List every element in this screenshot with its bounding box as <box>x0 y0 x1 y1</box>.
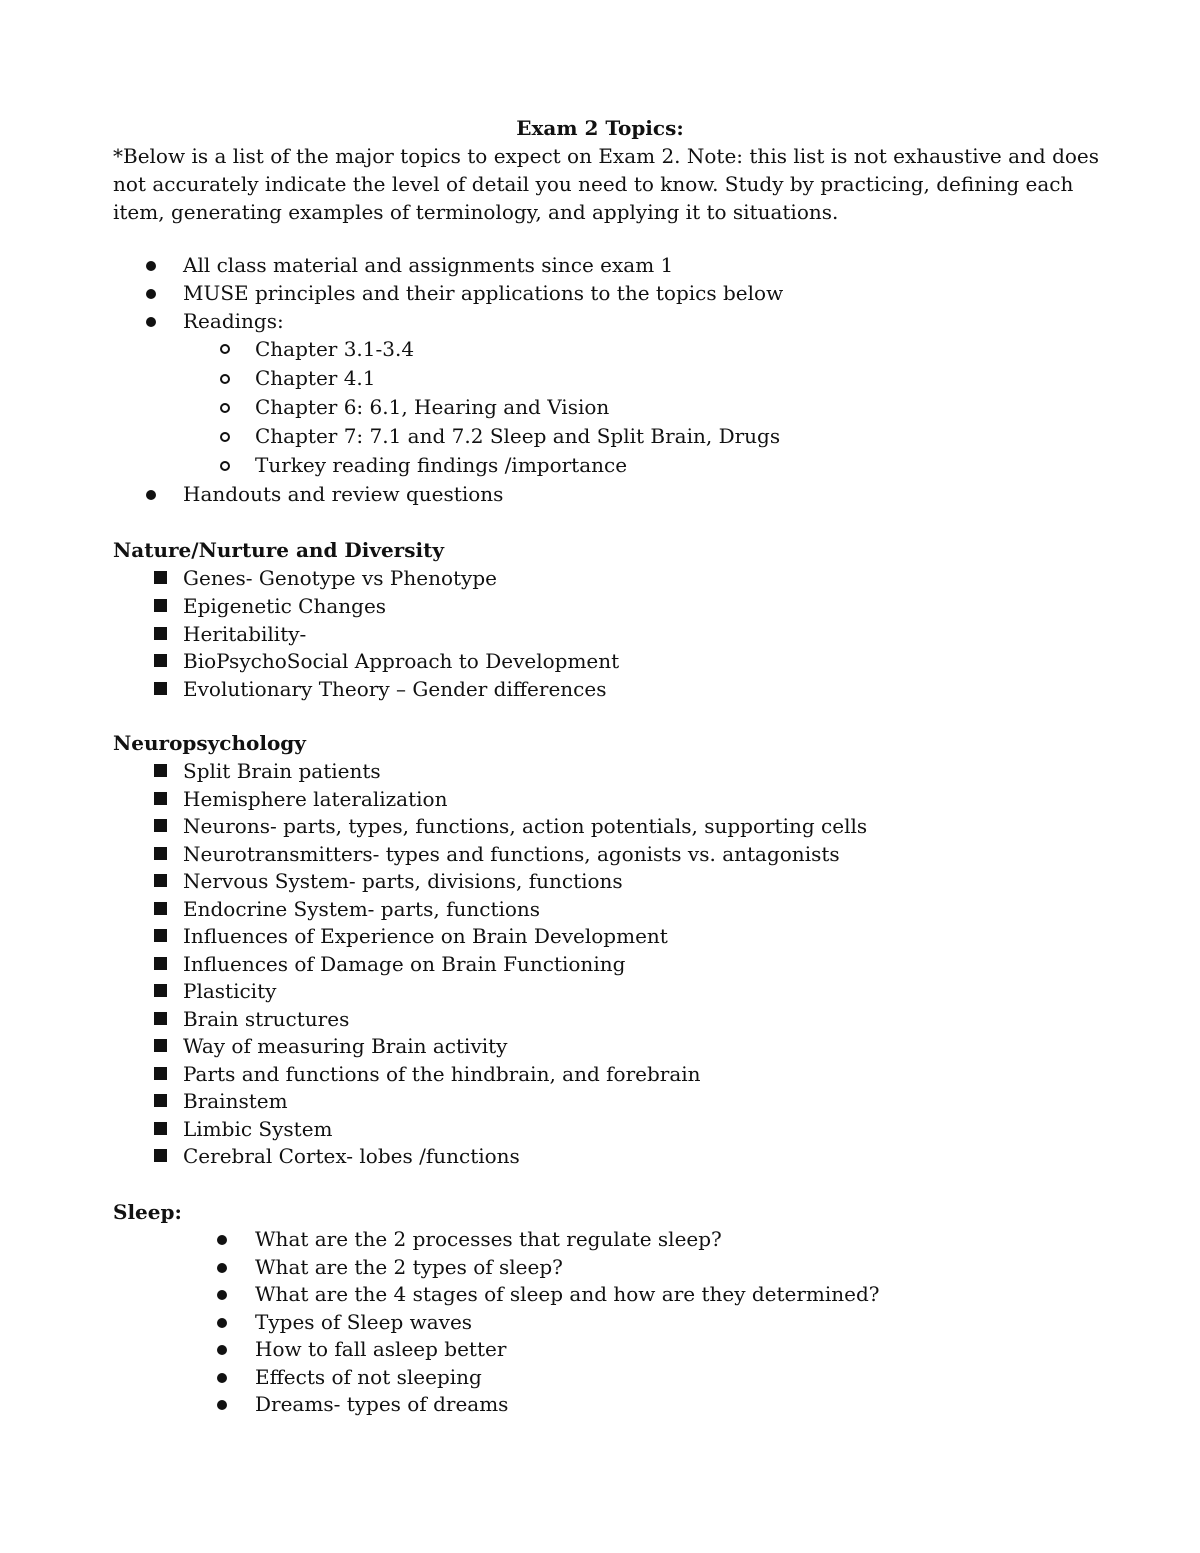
list-item: Readings: <box>183 309 284 333</box>
bullet-square-icon <box>154 929 167 942</box>
list-item: Plasticity <box>183 979 277 1003</box>
bullet-square-icon <box>154 764 167 777</box>
list-item: MUSE principles and their applications to the topics below <box>183 281 784 305</box>
intro-paragraph <box>113 142 1113 226</box>
bullet-square-icon <box>154 874 167 887</box>
bullet-square-icon <box>154 1012 167 1025</box>
reading-item: Turkey reading findings /importance <box>255 453 628 477</box>
list-item: Evolutionary Theory – Gender differences <box>183 677 607 701</box>
list-item: Types of Sleep waves <box>255 1310 473 1334</box>
bullet-ring-icon <box>220 344 230 354</box>
bullet-dot-icon <box>146 490 156 500</box>
bullet-dot-icon <box>217 1235 227 1245</box>
bullet-square-icon <box>154 1094 167 1107</box>
bullet-square-icon <box>154 571 167 584</box>
bullet-ring-icon <box>220 403 230 413</box>
list-item: What are the 2 types of sleep? <box>255 1255 563 1279</box>
bullet-square-icon <box>154 957 167 970</box>
intro-line: *Below is a list of the major topics to expect on Exam 2. Note: this list is not exhaustive and does <box>113 144 1100 168</box>
bullet-dot-icon <box>146 289 156 299</box>
list-item: Nervous System- parts, divisions, functions <box>183 869 623 893</box>
list-item: Genes- Genotype vs Phenotype <box>183 566 497 590</box>
bullet-square-icon <box>154 902 167 915</box>
list-item: Way of measuring Brain activity <box>183 1034 508 1058</box>
bullet-ring-icon <box>220 374 230 384</box>
list-item: All class material and assignments since exam 1 <box>183 253 674 277</box>
list-item: Influences of Damage on Brain Functioning <box>183 952 626 976</box>
list-item: Brainstem <box>183 1089 288 1113</box>
bullet-square-icon <box>154 819 167 832</box>
reading-item: Chapter 4.1 <box>255 366 376 390</box>
intro-line: not accurately indicate the level of detail you need to know. Study by practicing, defining each <box>113 172 1074 196</box>
list-item: What are the 4 stages of sleep and how are they determined? <box>255 1282 880 1306</box>
bullet-dot-icon <box>146 317 156 327</box>
bullet-square-icon <box>154 1122 167 1135</box>
list-item: Brain structures <box>183 1007 350 1031</box>
bullet-ring-icon <box>220 461 230 471</box>
bullet-square-icon <box>154 847 167 860</box>
list-item: Effects of not sleeping <box>255 1365 482 1389</box>
bullet-ring-icon <box>220 432 230 442</box>
list-item: Neurons- parts, types, functions, action potentials, supporting cells <box>183 814 868 838</box>
bullet-dot-icon <box>217 1290 227 1300</box>
bullet-dot-icon <box>217 1345 227 1355</box>
bullet-square-icon <box>154 627 167 640</box>
reading-item: Chapter 6: 6.1, Hearing and Vision <box>255 395 610 419</box>
list-item: Cerebral Cortex- lobes /functions <box>183 1144 520 1168</box>
bullet-square-icon <box>154 984 167 997</box>
bullet-square-icon <box>154 599 167 612</box>
bullet-dot-icon <box>217 1263 227 1273</box>
list-item: Endocrine System- parts, functions <box>183 897 541 921</box>
bullet-dot-icon <box>217 1318 227 1328</box>
intro-line: item, generating examples of terminology, and applying it to situations. <box>113 200 839 224</box>
bullet-square-icon <box>154 792 167 805</box>
list-item: Heritability- <box>183 622 307 646</box>
list-item: Epigenetic Changes <box>183 594 387 618</box>
bullet-square-icon <box>154 1149 167 1162</box>
list-item: What are the 2 processes that regulate sleep? <box>255 1227 722 1251</box>
list-item: BioPsychoSocial Approach to Development <box>183 649 620 673</box>
bullet-dot-icon <box>146 261 156 271</box>
list-item: Dreams- types of dreams <box>255 1392 509 1416</box>
list-item: Influences of Experience on Brain Development <box>183 924 668 948</box>
list-item: Handouts and review questions <box>183 482 504 506</box>
list-item: Limbic System <box>183 1117 333 1141</box>
bullet-dot-icon <box>217 1373 227 1383</box>
section-heading-neuro: Neuropsychology <box>113 731 306 755</box>
list-item: Parts and functions of the hindbrain, and forebrain <box>183 1062 701 1086</box>
list-item: How to fall asleep better <box>255 1337 507 1361</box>
reading-item: Chapter 7: 7.1 and 7.2 Sleep and Split Brain, Drugs <box>255 424 781 448</box>
bullet-dot-icon <box>217 1400 227 1410</box>
bullet-square-icon <box>154 1039 167 1052</box>
bullet-square-icon <box>154 654 167 667</box>
list-item: Hemisphere lateralization <box>183 787 448 811</box>
section-heading-sleep: Sleep: <box>113 1200 182 1224</box>
bullet-square-icon <box>154 682 167 695</box>
reading-item: Chapter 3.1-3.4 <box>255 337 415 361</box>
list-item: Neurotransmitters- types and functions, agonists vs. antagonists <box>183 842 840 866</box>
page-title: Exam 2 Topics: <box>516 116 684 140</box>
list-item: Split Brain patients <box>183 759 381 783</box>
bullet-square-icon <box>154 1067 167 1080</box>
section-heading-nature: Nature/Nurture and Diversity <box>113 538 444 562</box>
